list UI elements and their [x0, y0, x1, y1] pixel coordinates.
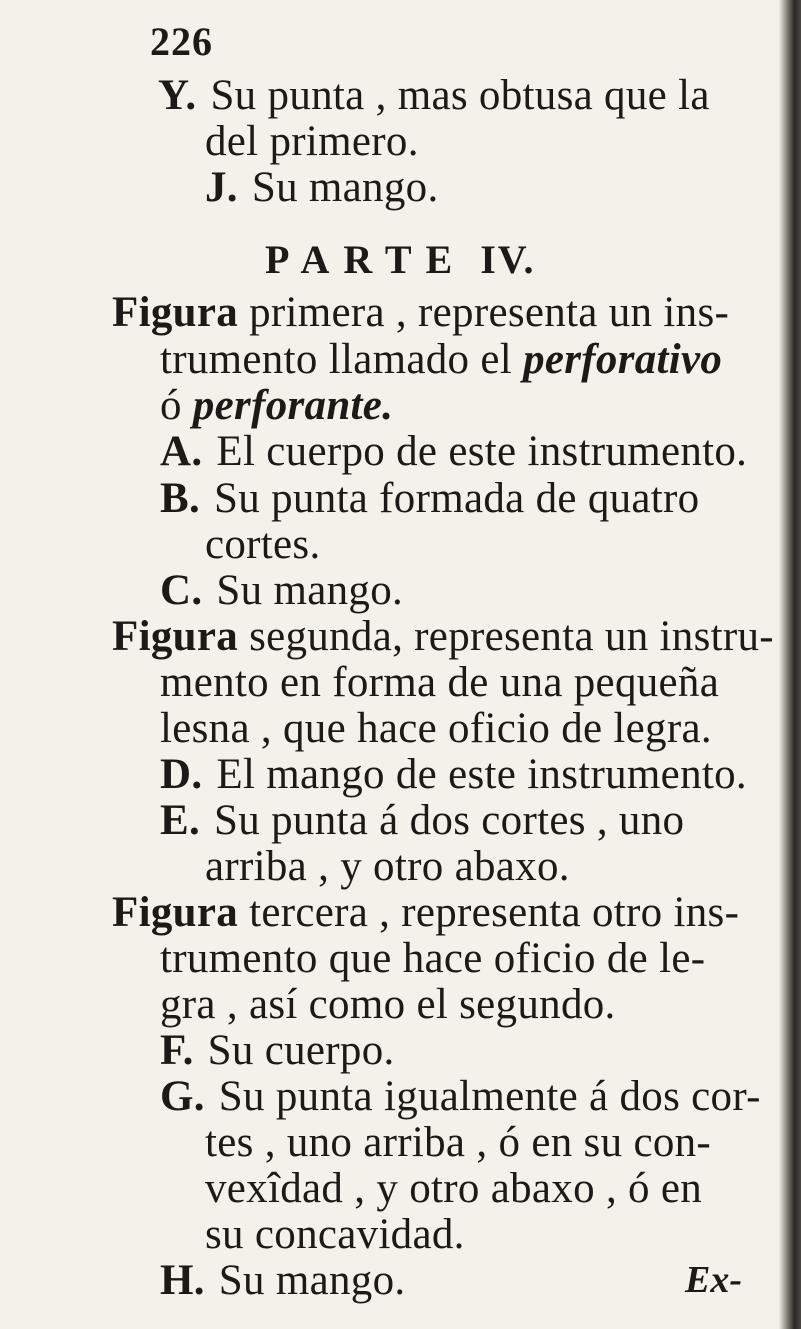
catchword: Ex-	[685, 1259, 742, 1301]
line-text: vexîdad , y otro abaxo , ó en	[205, 1165, 703, 1212]
line-text: Su punta , mas obtusa que la	[210, 72, 710, 119]
text-line-22	[160, 1075, 761, 1118]
line-text: del primero.	[205, 118, 419, 165]
item-label-j: J.	[205, 164, 238, 211]
figure-word: Figura	[112, 613, 239, 660]
line-text: trumento llamado el	[160, 336, 512, 383]
line-text: tercera , representa otro ins-	[249, 889, 740, 936]
text-line-26	[160, 1259, 405, 1302]
line-text: Su punta á dos cortes , uno	[214, 797, 685, 844]
text-line-3	[205, 166, 439, 209]
text-line-7	[160, 384, 393, 427]
text-line-14	[160, 707, 712, 750]
page-number: 226	[150, 19, 213, 64]
section-heading	[265, 236, 536, 283]
line-text: arriba , y otro abaxo.	[205, 843, 570, 890]
term-perforante: perforante.	[192, 382, 394, 429]
page-edge-shadow	[779, 0, 801, 1329]
item-label-y: Y.	[158, 72, 197, 119]
line-text: lesna , que hace oficio de legra.	[160, 705, 712, 752]
text-line-8	[160, 430, 747, 473]
text-line-15	[160, 753, 747, 796]
text-line-10	[205, 523, 321, 566]
line-text: El cuerpo de este instrumento.	[216, 428, 748, 475]
section-number: IV.	[480, 237, 536, 282]
text-line-19	[160, 937, 705, 980]
text-line-21	[160, 1029, 395, 1072]
text-line-6	[160, 338, 722, 381]
line-text: trumento que hace oficio de le-	[160, 935, 706, 982]
line-text: Su punta formada de quatro	[214, 475, 700, 522]
text-line-12	[112, 615, 774, 658]
line-text: mento en forma de una pequeña	[160, 659, 720, 706]
line-text: primera , representa un ins-	[249, 289, 730, 336]
figure-word: Figura	[112, 889, 239, 936]
line-text: gra , así como el segundo.	[160, 981, 616, 1028]
text-line-24	[205, 1167, 702, 1210]
line-text: cortes.	[205, 521, 321, 568]
line-text: Su punta igualmente á dos cor-	[218, 1073, 761, 1120]
line-text: tes , uno arriba , ó en su con-	[205, 1119, 712, 1166]
figure-word: Figura	[112, 289, 239, 336]
text-line-20	[160, 983, 616, 1026]
text-line-5	[112, 291, 729, 334]
line-text: El mango de este instrumento.	[216, 751, 747, 798]
text-line-16	[160, 799, 684, 842]
text-line-25	[205, 1213, 465, 1256]
item-label-e: E.	[160, 797, 201, 844]
item-label-b: B.	[160, 475, 201, 522]
item-label-d: D.	[160, 751, 203, 798]
line-text: Su mango.	[218, 1257, 406, 1304]
line-text: Su cuerpo.	[207, 1027, 395, 1074]
line-text: ó	[160, 382, 182, 429]
text-line-11	[160, 569, 403, 612]
text-line-1	[158, 74, 710, 117]
item-label-c: C.	[160, 567, 203, 614]
line-text: su concavidad.	[205, 1211, 465, 1258]
text-line-17	[205, 845, 570, 888]
line-text: segunda, representa un instru-	[249, 613, 774, 660]
term-perforativo: perforativo	[523, 336, 723, 383]
item-label-f: F.	[160, 1027, 194, 1074]
text-line-9	[160, 477, 699, 520]
text-line-2	[205, 120, 419, 163]
text-line-18	[112, 891, 739, 934]
item-label-h: H.	[160, 1257, 205, 1304]
line-text: Su mango.	[251, 164, 439, 211]
text-line-23	[205, 1121, 711, 1164]
text-line-13	[160, 661, 719, 704]
section-title: PARTE	[265, 237, 467, 282]
item-label-g: G.	[160, 1073, 205, 1120]
item-label-a: A.	[160, 428, 203, 475]
line-text: Su mango.	[216, 567, 404, 614]
